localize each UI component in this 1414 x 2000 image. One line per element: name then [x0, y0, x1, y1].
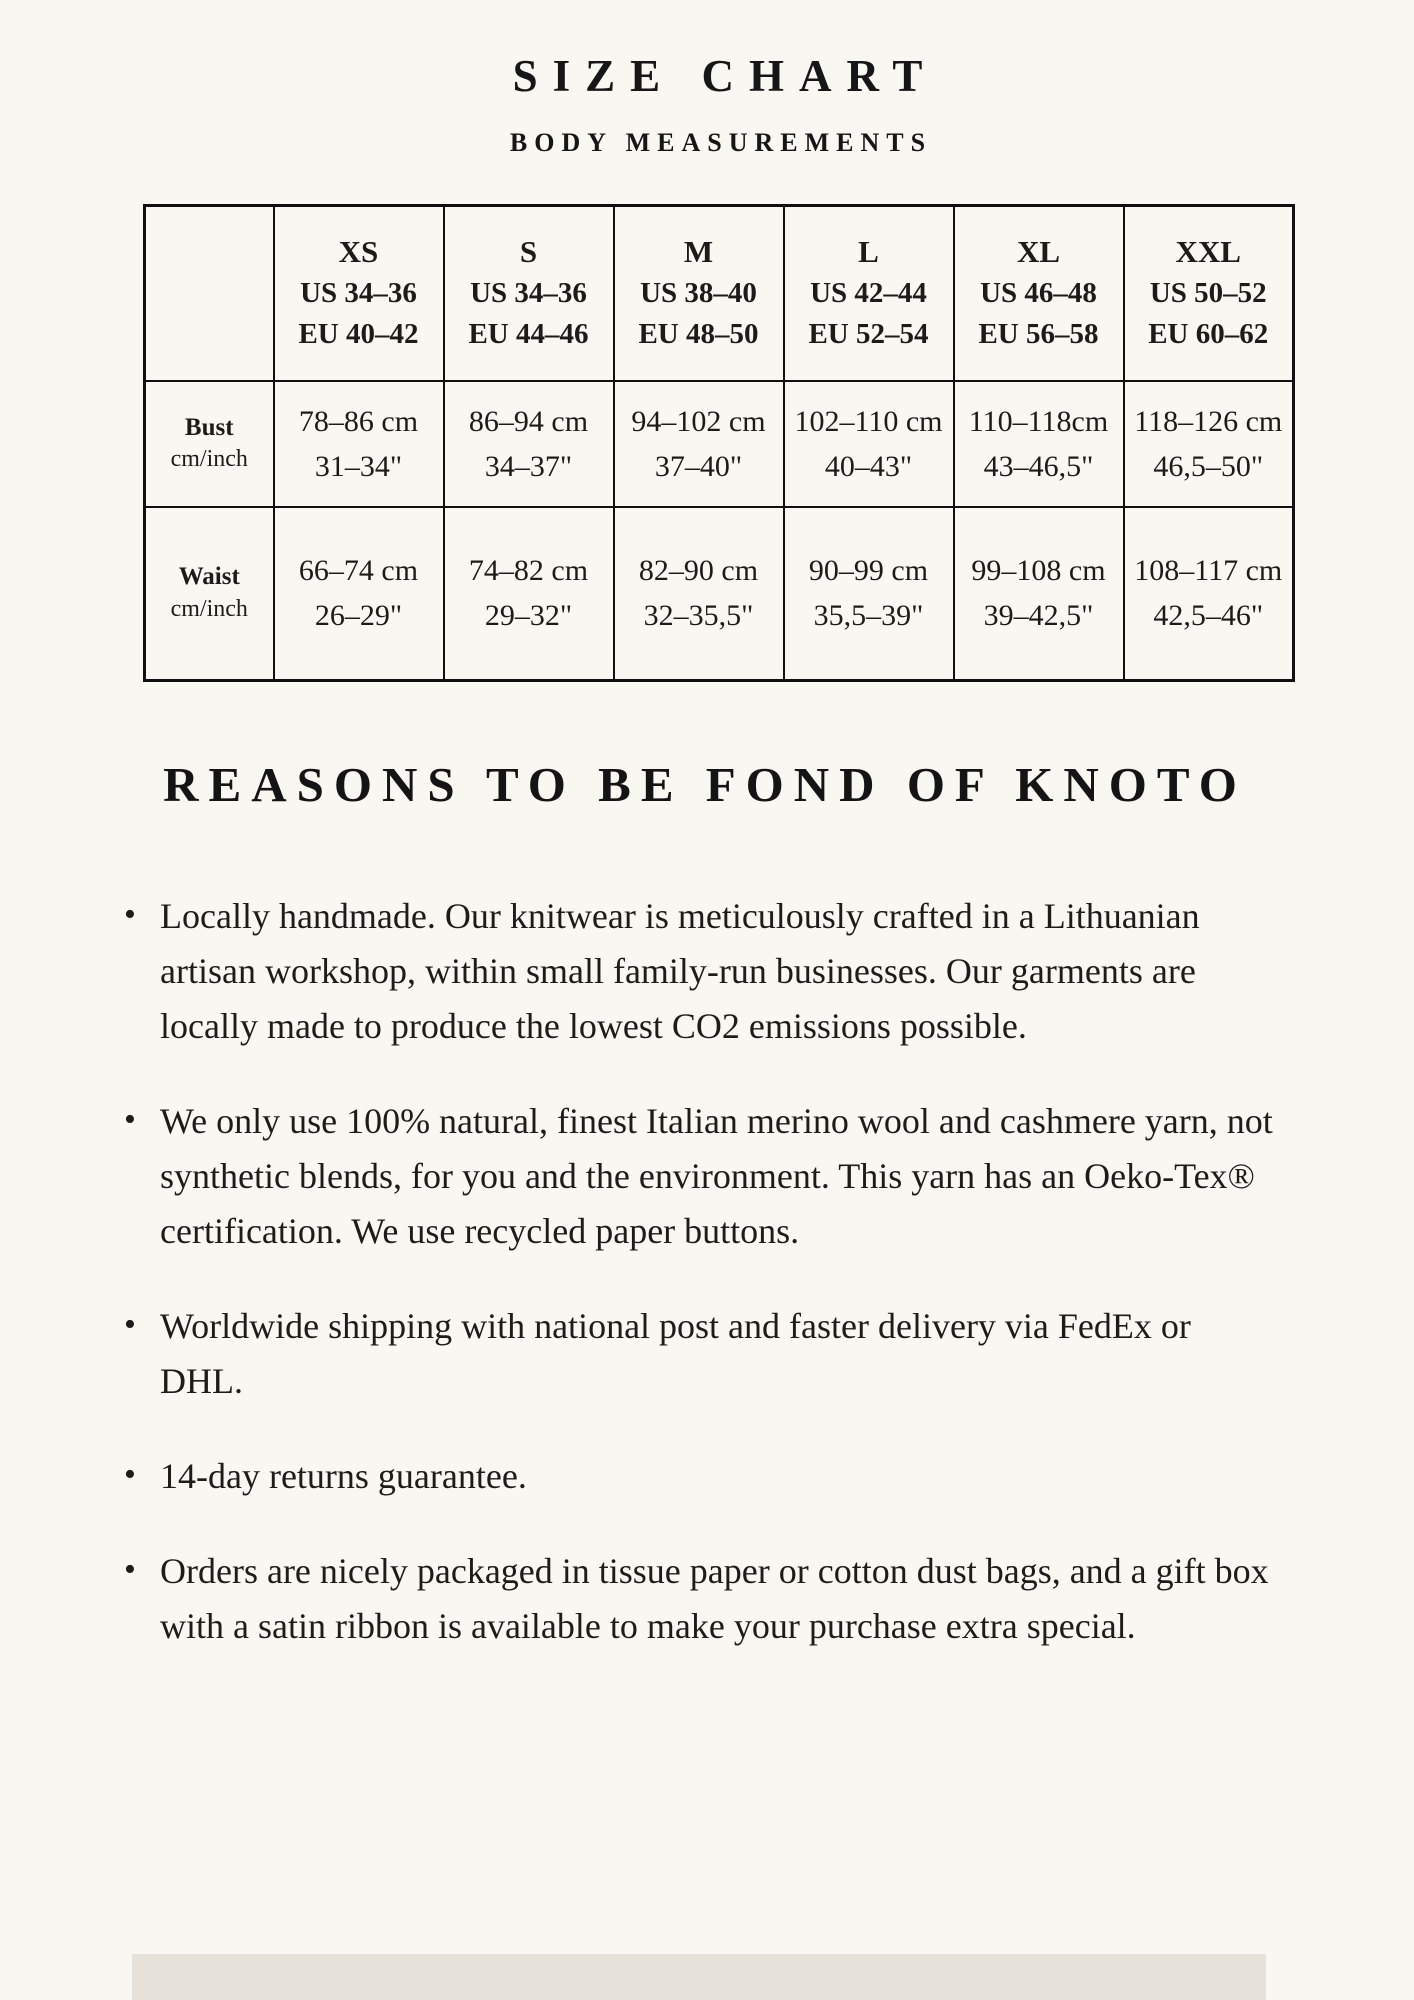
cm-value: 110–118cm [968, 404, 1109, 438]
bust-row-label [145, 381, 274, 507]
reasons-list [124, 889, 1276, 1654]
us-range: US 38–40 [640, 277, 757, 309]
size-label: M [683, 234, 714, 270]
reason-item-packaging: • Orders are nicely packaged in tissue paper or cotton dust bags, and a gift box with a satin ribbon is available to make your purchase extra special. [124, 1544, 1276, 1654]
eu-range: EU 56–58 [978, 318, 1099, 351]
inch-value: 26–29" [314, 599, 403, 633]
bust-s-cell [444, 381, 614, 507]
reasons-section [124, 756, 1276, 1694]
inch-value: 29–32" [484, 599, 573, 633]
cm-value: 94–102 cm [631, 404, 766, 438]
cm-value: 74–82 cm [468, 554, 589, 588]
size-column-xl [954, 206, 1124, 381]
waist-row [145, 507, 1294, 681]
cm-value: 99–108 cm [971, 554, 1106, 588]
inch-value: 43–46,5" [983, 449, 1094, 483]
size-label: S [519, 234, 538, 270]
waist-xxl-cell [1124, 507, 1294, 681]
cm-value: 108–117 cm [1134, 554, 1283, 588]
measure-name: Waist [178, 563, 240, 591]
inch-value: 39–42,5" [983, 599, 1094, 633]
cm-value: 90–99 cm [808, 554, 929, 588]
inch-value: 35,5–39" [813, 599, 924, 633]
measure-name: Bust [184, 413, 234, 441]
waist-s-cell [444, 507, 614, 681]
measure-unit: cm/inch [170, 446, 248, 473]
waist-xl-cell [954, 507, 1124, 681]
waist-row-label [145, 507, 274, 681]
cm-value: 86–94 cm [468, 404, 589, 438]
size-label: XS [338, 234, 379, 270]
bust-m-cell [614, 381, 784, 507]
bust-l-cell [784, 381, 954, 507]
size-column-xxl [1124, 206, 1294, 381]
bust-xxl-cell [1124, 381, 1294, 507]
page-subtitle: BODY MEASUREMENTS [509, 128, 933, 157]
reasons-heading: REASONS TO BE FOND OF KNOTO [163, 757, 1247, 812]
measure-unit: cm/inch [170, 595, 248, 622]
us-range: US 46–48 [980, 277, 1097, 309]
size-header-row [145, 206, 1294, 381]
waist-l-cell [784, 507, 954, 681]
reason-item-locally-handmade: • Locally handmade. Our knitwear is meticulously crafted in a Lithuanian artisan workshop, within small family-run businesses. Our garments are locally made to produce the lowest CO2 emissions possible. [124, 889, 1276, 1054]
eu-range: EU 52–54 [808, 318, 929, 351]
inch-value: 31–34" [314, 449, 403, 483]
size-column-s [444, 206, 614, 381]
inch-value: 37–40" [654, 449, 743, 483]
cm-value: 118–126 cm [1134, 404, 1283, 438]
us-range: US 34–36 [300, 277, 417, 309]
us-range: US 50–52 [1149, 277, 1267, 309]
eu-range: EU 44–46 [468, 318, 589, 351]
reason-item-natural-yarn: • We only use 100% natural, finest Italian merino wool and cashmere yarn, not synthetic blends, for you and the environment. This yarn has an Oeko-Tex® certification. We use recycled paper buttons. [124, 1094, 1276, 1259]
cm-value: 82–90 cm [638, 554, 759, 588]
inch-value: 46,5–50" [1153, 449, 1264, 483]
waist-m-cell [614, 507, 784, 681]
inch-value: 34–37" [484, 449, 573, 483]
reason-item-returns-guarantee: • 14-day returns guarantee. [124, 1449, 1276, 1504]
size-column-m [614, 206, 784, 381]
size-label: L [858, 234, 879, 270]
eu-range: EU 40–42 [298, 318, 419, 351]
size-column-xs [274, 206, 444, 381]
chart-header [143, 50, 1292, 158]
eu-range: EU 48–50 [638, 318, 759, 351]
size-label: XXL [1175, 234, 1241, 270]
waist-xs-cell [274, 507, 444, 681]
inch-value: 42,5–46" [1153, 599, 1264, 633]
inch-value: 32–35,5" [643, 599, 754, 633]
cm-value: 66–74 cm [298, 554, 419, 588]
eu-range: EU 60–62 [1148, 318, 1269, 351]
cm-value: 78–86 cm [298, 404, 419, 438]
size-chart-table [143, 204, 1295, 682]
bottom-bar [132, 1954, 1266, 2000]
page-title: SIZE CHART [512, 51, 938, 101]
size-column-l [784, 206, 954, 381]
us-range: US 42–44 [810, 277, 927, 309]
table-corner-cell [145, 206, 274, 381]
bust-xs-cell [274, 381, 444, 507]
reason-item-worldwide-shipping: • Worldwide shipping with national post and faster delivery via FedEx or DHL. [124, 1299, 1276, 1409]
cm-value: 102–110 cm [794, 404, 943, 438]
bust-row [145, 381, 1294, 507]
bust-xl-cell [954, 381, 1124, 507]
us-range: US 34–36 [470, 277, 587, 309]
inch-value: 40–43" [824, 449, 913, 483]
size-label: XL [1016, 234, 1061, 270]
